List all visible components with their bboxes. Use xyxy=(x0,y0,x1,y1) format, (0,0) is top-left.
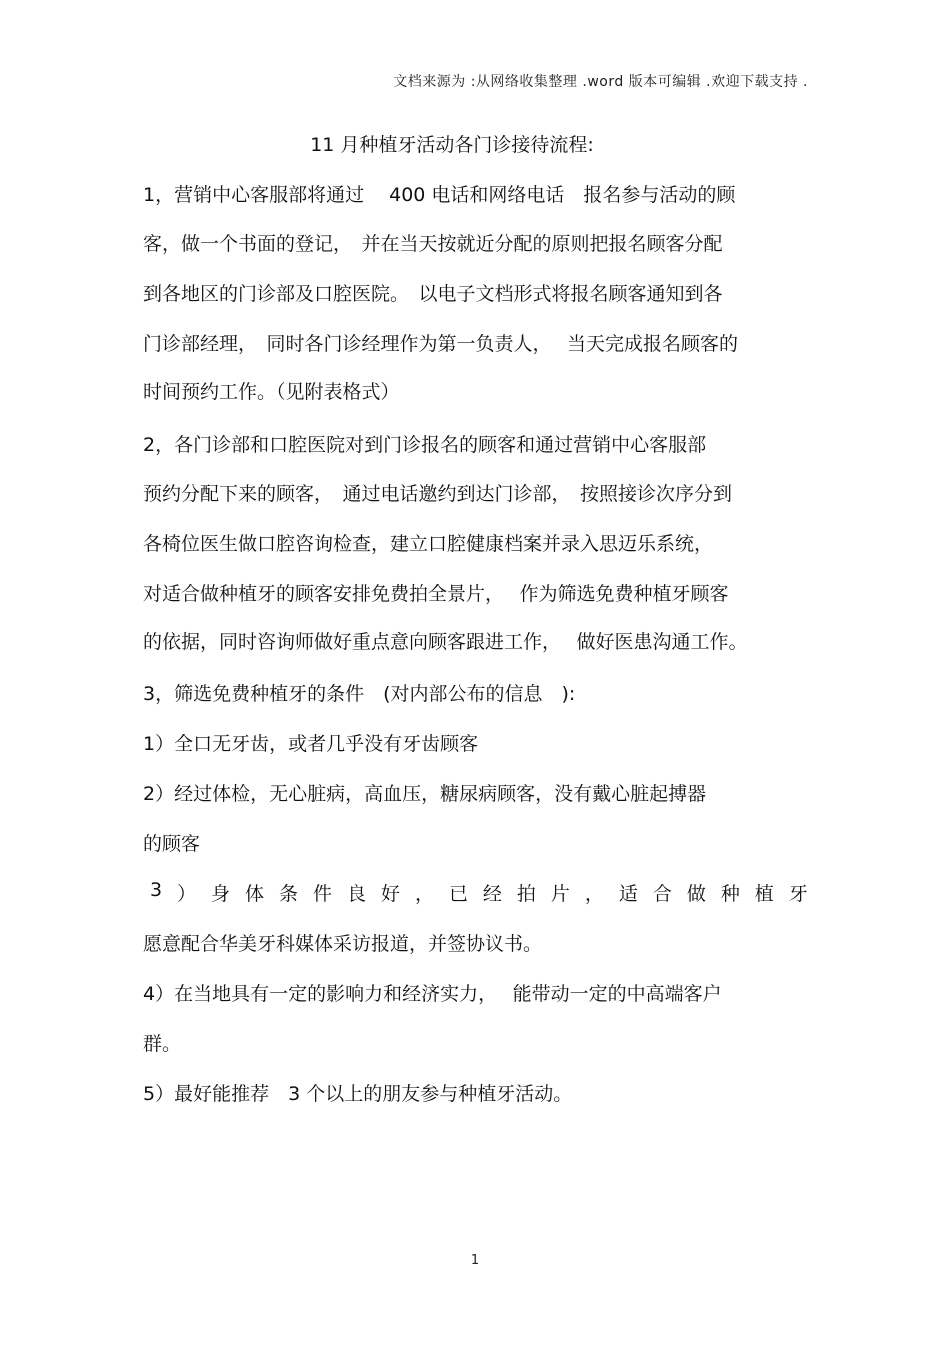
spaced-char: 良 xyxy=(346,883,366,905)
body-line: 的依据，同时咨询师做好重点意向顾客跟进工作， 做好医患沟通工作。 xyxy=(143,631,748,653)
spaced-char: 适 xyxy=(618,883,638,905)
body-line: 客，做一个书面的登记， 并在当天按就近分配的原则把报名顾客分配 xyxy=(143,233,723,255)
spaced-char: ， xyxy=(414,883,434,905)
spaced-char: 做 xyxy=(686,883,706,905)
body-line: 时间预约工作。（见附表格式） xyxy=(143,381,400,403)
spaced-char: 3 xyxy=(150,879,163,901)
body-line: 到各地区的门诊部及口腔医院。 以电子文档形式将报名顾客通知到各 xyxy=(143,283,723,305)
source-note: 文档来源为 :从网络收集整理 .word 版本可编辑 .欢迎下载支持 . xyxy=(393,74,808,90)
body-line: 门诊部经理， 同时各门诊经理作为第一负责人， 当天完成报名顾客的 xyxy=(143,333,739,355)
criteria-item: 1）全口无牙齿，或者几乎没有牙齿顾客 xyxy=(143,733,479,755)
body-line: 各椅位医生做口腔咨询检查，建立口腔健康档案并录入思迈乐系统， xyxy=(143,533,714,555)
body-line: 对适合做种植牙的顾客安排免费拍全景片， 作为筛选免费种植牙顾客 xyxy=(143,583,729,605)
criteria-item-continued: 的顾客 xyxy=(143,833,201,855)
criteria-heading: 3，筛选免费种植牙的条件 (对内部公布的信息 ): xyxy=(143,683,576,705)
criteria-item: 4）在当地具有一定的影响力和经济实力， 能带动一定的中高端客户 xyxy=(143,983,722,1005)
body-line: 预约分配下来的顾客， 通过电话邀约到达门诊部， 按照接诊次序分到 xyxy=(143,483,733,505)
page-number: 1 xyxy=(470,1253,480,1268)
criteria-item-spaced xyxy=(150,879,808,906)
document-title: 11 月种植牙活动各门诊接待流程: xyxy=(310,134,594,156)
spaced-char: 条 xyxy=(279,883,299,905)
spaced-char: ） xyxy=(177,883,197,905)
spaced-char: 身 xyxy=(211,883,231,905)
spaced-char: ， xyxy=(584,883,604,905)
spaced-char: 件 xyxy=(313,883,333,905)
criteria-item-continued: 群。 xyxy=(143,1033,182,1055)
body-line: 1，营销中心客服部将通过 400 电话和网络电话 报名参与活动的顾 xyxy=(143,184,736,206)
spaced-char: 经 xyxy=(482,883,502,905)
spaced-char: 体 xyxy=(245,883,265,905)
spaced-char: 好 xyxy=(380,883,400,905)
criteria-item-continued: 愿意配合华美牙科媒体采访报道，并签协议书。 xyxy=(143,933,543,955)
spaced-char: 牙 xyxy=(788,883,808,905)
spaced-char: 已 xyxy=(448,883,468,905)
spaced-char: 植 xyxy=(754,883,774,905)
body-line: 2，各门诊部和口腔医院对到门诊报名的顾客和通过营销中心客服部 xyxy=(143,434,707,456)
criteria-item: 2）经过体检，无心脏病，高血压，糖尿病顾客，没有戴心脏起搏器 xyxy=(143,783,707,805)
spaced-char: 种 xyxy=(720,883,740,905)
criteria-item: 5）最好能推荐 3 个以上的朋友参与种植牙活动。 xyxy=(143,1083,573,1105)
spaced-char: 拍 xyxy=(516,883,536,905)
spaced-char: 片 xyxy=(550,883,570,905)
spaced-char: 合 xyxy=(652,883,672,905)
